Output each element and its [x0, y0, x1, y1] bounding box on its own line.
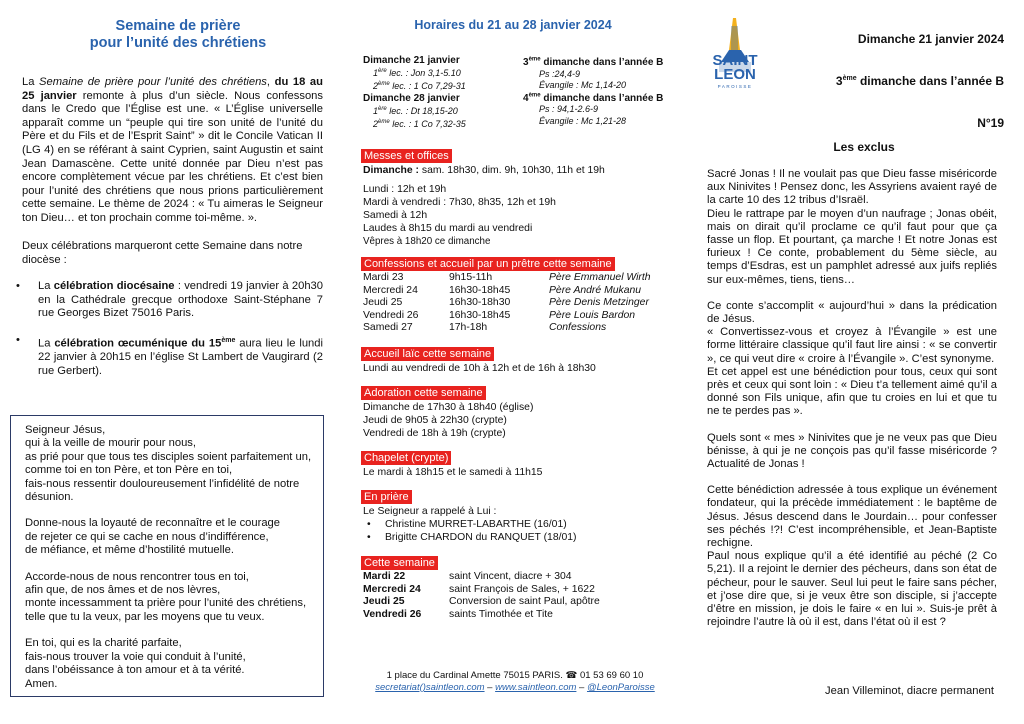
bullet-ecumenical	[38, 334, 323, 379]
psalm-ref: Ps : 94,1-2.6-9	[539, 104, 599, 115]
left-column	[0, 0, 345, 724]
prayer-line: En toi, qui es la charité parfaite,	[25, 637, 182, 650]
logo-text	[707, 54, 763, 82]
readings-left	[363, 55, 466, 130]
conf-priest: Confessions	[549, 322, 607, 334]
conf-hours: 9h15-11h	[449, 272, 493, 283]
prayer-stanza	[25, 424, 315, 504]
feast-name: saint Vincent, diacre + 304	[449, 571, 572, 582]
bullet-diocesan	[38, 280, 323, 321]
conf-day: Jeudi 25	[363, 297, 403, 309]
gospel-ref: Évangile : Mc 1,14-20	[539, 79, 627, 90]
mass-line: Vêpres à 18h20 ce dimanche	[363, 236, 491, 247]
mass-line: Lundi : 12h et 19h	[363, 184, 447, 195]
intro-italic: Semaine de prière pour l’unité des chrétiens	[39, 76, 267, 88]
bullet-text: : vendredi 19 janvier à 20h30 en la Cathédrale grecque orthodoxe Saint-Stéphane 7 rue Georges Bizet 75016 Paris.	[38, 280, 323, 320]
adoration-line: Vendredi de 18h à 19h (crypte)	[363, 428, 506, 439]
prayer-stanza	[25, 637, 315, 691]
conf-day: Mardi 23	[363, 272, 404, 283]
article-paragraph: Cette bénédiction adressée à tous explique un événement fondateur, qui la précède immédiatement : le baptême de Jésus. Jésus descend dans le Jourdain… pour confesser ses péchés !?! C’est incompréhensible, et Jean-Baptiste rechigne.	[707, 484, 997, 550]
prayer-line: Seigneur Jésus,	[25, 424, 106, 436]
mass-line: Mardi à vendredi : 7h30, 8h35, 12h et 19h	[363, 197, 556, 208]
intro-dates: du 18 au 25 janvier	[22, 76, 323, 102]
rosary-text: Le mardi à 18h15 et le samedi à 11h15	[363, 467, 543, 478]
reading-sup: ème	[378, 81, 390, 88]
title-line-1: Semaine de prière	[115, 18, 241, 34]
prayer-line: as prié pour que tous tes disciples soient parfaitement un,	[25, 450, 312, 463]
table-row	[363, 609, 600, 622]
prayer-line: de rejeter ce qui se cache en nous d’indifférence,	[25, 530, 269, 543]
prayer-line: Amen.	[25, 677, 58, 690]
prayer-line: fais-nous trouver la voie qui conduit à l’unité,	[25, 650, 246, 663]
reading-ref: lec. : Jon 3,1-5.10	[386, 68, 461, 79]
sunday-label: Dimanche :	[363, 165, 420, 176]
footer-address: 1 place du Cardinal Amette 75015 PARIS.	[386, 670, 563, 681]
adoration-line: Jeudi de 9h05 à 22h30 (crypte)	[363, 415, 507, 426]
reading-ref: lec. : Dt 18,15-20	[386, 105, 458, 116]
title-line-2: pour l’unité des chrétiens	[89, 35, 267, 51]
email-link[interactable]: secretariat()saintleon.com	[375, 682, 485, 693]
prayer-line: de méfiance, et même d’hostilité mutuelle.	[25, 544, 234, 557]
intro-text: remonte à plus d’un siècle. Nous confessons dans le Credo que l’Église est une. « L’Église universelle apparaît comme un “peuple qui tire son unité de l’unité du Père et du Fils et de l’Esprit Saint” » dit le Concile Vatican II (LG 4) en se référant à saint Cyprien, saint Augustin et saint Jean Damascène. Cette unité donnée par Dieu n’est pas encore complètement vécue par les chrétiens. Et c’est bien pour l’unité des chrétiens que nous prions particulièrement cette semaine. Le thème de 2024 : « Tu aimeras le Seigneur ton Dieu… et ton prochain comme toi-même. ».	[22, 89, 323, 224]
bullet-text: La	[38, 280, 54, 292]
bullet-text: La	[38, 337, 55, 350]
adoration-line: Dimanche de 17h30 à 18h40 (église)	[363, 402, 534, 413]
right-column	[685, 0, 1024, 724]
table-row	[363, 297, 651, 310]
sunday-label: dimanche dans l’année B	[856, 74, 1004, 88]
schedule-title: Horaires du 21 au 28 janvier 2024	[414, 18, 612, 32]
feast-day: Vendredi 26	[363, 608, 422, 620]
article-paragraph: « Convertissez-vous et croyez à l’Évangile » est une forme littéraire classique qu’il faut lire ainsi : « se convertir », ce qui veut dire « croire à l’Évangile ». C’est synonyme.	[707, 326, 997, 365]
intro-paragraph	[22, 76, 323, 226]
issue-number: N°19	[977, 116, 1004, 130]
welcome-text: Lundi au vendredi de 10h à 12h et de 16h à 18h30	[363, 363, 596, 374]
article-title: Les exclus	[833, 140, 895, 154]
prayer-stanza	[25, 571, 315, 625]
sunday-sup: ème	[842, 75, 857, 82]
signature: Jean Villeminot, diacre permanent	[825, 685, 994, 697]
conf-day: Mercredi 24	[363, 284, 418, 296]
table-row	[363, 285, 651, 298]
middle-column	[345, 0, 685, 724]
table-row	[363, 571, 600, 584]
social-link[interactable]: @LeonParoisse	[586, 682, 655, 693]
reading-num: 1	[373, 105, 379, 116]
readings-right	[523, 55, 663, 127]
in-prayer-list: • Christine MURRET-LABARTHE (16/01) • Brigitte CHARDON du RANQUET (18/01)	[367, 519, 577, 543]
welcome-heading: Accueil laïc cette semaine	[361, 347, 494, 361]
feasts-table	[363, 571, 600, 621]
sunday-num: 4	[523, 93, 529, 105]
reading-ref: lec. : 1 Co 7,29-31	[389, 81, 466, 92]
in-prayer-heading: En prière	[361, 490, 412, 504]
adoration-heading: Adoration cette semaine	[361, 386, 486, 400]
conf-day: Samedi 27	[363, 322, 413, 334]
article-paragraph: Sacré Jonas ! Il ne voulait pas que Dieu fasse miséricorde aux Ninivites ! Pensez donc, les Assyriens avaient rayé de la carte 10 des 12 tribus d’Israël.	[707, 168, 997, 207]
unity-week-title	[28, 18, 328, 52]
table-row	[363, 584, 600, 597]
reading-sup: ère	[378, 105, 387, 112]
conf-priest: Père Louis Bardon	[549, 309, 636, 321]
feast-name: saints Timothée et Tite	[449, 608, 553, 620]
reading-sup: ère	[378, 68, 387, 75]
intro-text: ,	[266, 76, 275, 88]
reading-day: Dimanche 28 janvier	[363, 92, 460, 104]
footer	[355, 670, 675, 694]
sunday-sup: ème	[528, 92, 541, 99]
bullet-text: aura lieu le lundi 22 janvier à 20h15 en l’église St Lambert de Vaugirard (2 rue Gerbert).	[38, 337, 323, 377]
this-week-heading: Cette semaine	[361, 556, 438, 570]
article-paragraph: Et cet appel est une bénédiction pour tous, ceux qui sont près et ceux qui sont loin : « Dieu t’a tellement aimé qu’il a donné son Fils unique, afin que tu croies en lui et que tu ne te perdes pas ».	[707, 365, 997, 418]
masses-heading: Messes et offices	[361, 149, 452, 163]
mass-line: Samedi à 12h	[363, 210, 428, 221]
sunday-num: 3	[523, 57, 529, 69]
feast-day: Mercredi 24	[363, 583, 421, 595]
reading-num: 2	[373, 119, 379, 130]
prayer-text	[25, 424, 315, 691]
sunday-times: sam. 18h30, dim. 9h, 10h30, 11h et 19h	[419, 165, 605, 176]
mass-line: Laudes à 8h15 du mardi au vendredi	[363, 223, 533, 234]
table-row	[363, 272, 651, 285]
logo-subtitle: PAROISSE	[717, 84, 753, 89]
rosary-heading: Chapelet (crypte)	[361, 451, 451, 465]
reading-ref: lec. : 1 Co 7,32-35	[389, 119, 466, 130]
table-row	[363, 596, 600, 609]
prayer-line: qui à la veille de mourir pour nous,	[25, 437, 197, 450]
reading-sup: ème	[378, 119, 390, 126]
table-row	[363, 322, 651, 335]
in-prayer-intro: Le Seigneur a rappelé à Lui :	[363, 506, 497, 517]
prayer-line: dans l’obéissance à ton amour et à ta vérité.	[25, 664, 245, 677]
confessions-table	[363, 272, 651, 335]
conf-priest: Père André Mukanu	[549, 284, 642, 296]
article-paragraph: Dieu le rattrape par le moyen d’un naufrage ; Jonas obéit, mais on dirait qu’il proclame ce qu’il faut pour que ça fasse un flop. Et pourtant, ça marche ! Et notre Jonas est furieux ! Ce conte, probablement du 5ème siècle, au temps d’Esdras, est un pamphlet adressé aux juifs repliés sur eux-mêmes, tiens, tiens…	[707, 207, 997, 286]
conf-hours: 16h30-18h45	[449, 309, 511, 321]
sunday-label: dimanche dans l’année B	[540, 93, 664, 105]
sunday-num: 3	[835, 74, 843, 88]
adoration-text	[363, 401, 533, 440]
article-paragraph: Paul nous explique qu’il a été identifié au péché (2 Co 5,21). Il a rejoint le dernier des pécheurs, dans son état de pécheur, pour le sauver. Seul lui peut le faire sans pécher, et j’ose dire que, si je veux être son disciple, si j’accepte d’être en mission, je dois le faire « en lui ». Suis-je prêt à rejoindre l’autre là où il est, dans l’état où il est ?	[707, 550, 997, 629]
article-paragraph: Quels sont « mes » Ninivites que je ne veux pas que Dieu bénisse, à qui je ne conçois pas qu’il fasse miséricorde ? Actualité de Jonas !	[707, 431, 997, 471]
intro-text: La	[22, 76, 40, 88]
confessions-heading: Confessions et accueil par un prêtre cette semaine	[361, 257, 615, 271]
deceased-name: Christine MURRET-LABARTHE (16/01)	[385, 519, 567, 530]
footer-phone: 01 53 69 60 10	[579, 670, 644, 681]
article-body	[707, 168, 997, 643]
prayer-line: afin que, de nos âmes et de nos lèvres,	[25, 584, 221, 597]
sunday-sup: ème	[528, 57, 541, 63]
liturgical-sunday	[836, 74, 1004, 88]
phone-icon: ☎	[565, 670, 578, 681]
feast-name: saint François de Sales, + 1622	[449, 583, 595, 595]
deceased-name: Brigitte CHARDON du RANQUET (18/01)	[385, 532, 577, 543]
psalm-ref: Ps :24,4-9	[539, 68, 581, 79]
footer-sep: –	[484, 682, 496, 693]
prayer-box	[10, 415, 324, 697]
gospel-ref: Évangile : Mc 1,21-28	[539, 115, 627, 126]
sunday-label: dimanche dans l’année B	[540, 57, 664, 69]
prayer-stanza	[25, 517, 315, 557]
prayer-line: fais-nous ressentir douloureusement l’infidélité de notre désunion.	[25, 477, 300, 504]
prayer-line: monte incessamment ta prière pour l’unité des chrétiens,	[25, 597, 307, 610]
table-row	[363, 310, 651, 323]
parish-logo	[707, 14, 787, 90]
logo-line: LEON	[714, 66, 756, 83]
reading-num: 1	[373, 68, 379, 79]
reading-day: Dimanche 21 janvier	[363, 55, 460, 66]
prayer-line: telle que tu la veux, par les moyens que tu veux.	[25, 610, 265, 623]
conf-day: Vendredi 26	[363, 309, 419, 321]
article-paragraph: Ce conte s’accomplit « aujourd’hui » dans la prédication de Jésus.	[707, 299, 997, 326]
conf-hours: 16h30-18h30	[449, 297, 511, 309]
feast-day: Jeudi 25	[363, 596, 405, 608]
celebrations-intro: Deux célébrations marqueront cette Semaine dans notre diocèse :	[22, 240, 303, 266]
logo-line: SAINT	[712, 52, 758, 69]
feast-name: Conversion de saint Paul, apôtre	[449, 596, 600, 608]
prayer-line: Accorde-nous de nous rencontrer tous en toi,	[25, 570, 249, 583]
conf-hours: 16h30-18h45	[449, 284, 511, 296]
conf-hours: 17h-18h	[449, 322, 488, 334]
issue-date: Dimanche 21 janvier 2024	[857, 32, 1004, 46]
bullet-bold: célébration œcuménique du 15	[54, 337, 222, 350]
masses-text	[363, 164, 605, 248]
conf-priest: Père Denis Metzinger	[549, 297, 649, 309]
bullet-sup: ème	[221, 337, 236, 344]
conf-priest: Père Emmanuel Wirth	[549, 272, 651, 283]
bullet-bold: célébration diocésaine	[53, 280, 175, 292]
footer-sep: –	[576, 682, 587, 693]
prayer-line: comme toi en ton Père, et ton Père en toi,	[25, 464, 233, 477]
reading-num: 2	[373, 81, 379, 92]
prayer-line: Donne-nous la loyauté de reconnaître et le courage	[25, 517, 280, 530]
feast-day: Mardi 22	[363, 571, 406, 582]
website-link[interactable]: www.saintleon.com	[495, 682, 577, 693]
